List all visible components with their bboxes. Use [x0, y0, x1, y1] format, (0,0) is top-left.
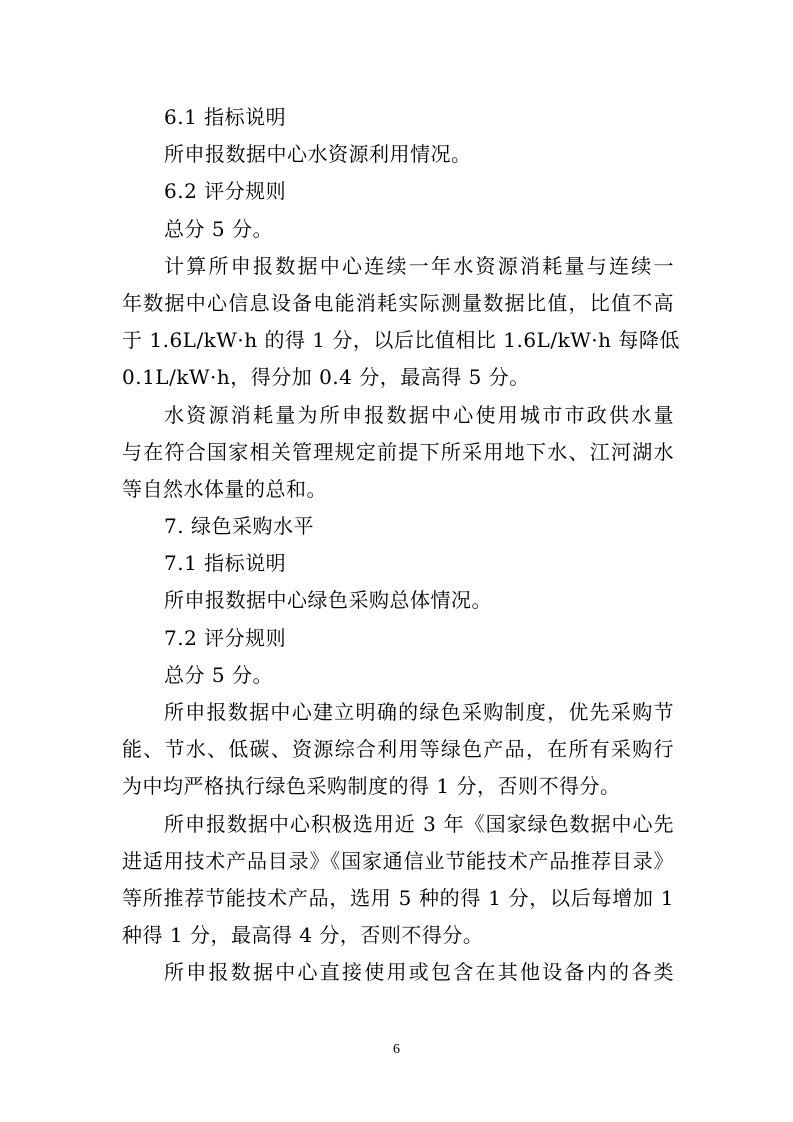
text-line: 于 1.6L/kW·h 的得 1 分，以后比值相比 1.6L/kW·h 每降低: [122, 328, 680, 353]
text-line: 年数据中心信息设备电能消耗实际测量数据比值，比值不高: [122, 290, 674, 315]
text-line: 所申报数据中心直接使用或包含在其他设备内的各类: [164, 960, 674, 985]
text-line: 总分 5 分。: [164, 216, 273, 241]
text-line: 能、节水、低碳、资源综合利用等绿色产品，在所有采购行: [122, 737, 674, 762]
text-line: 种得 1 分，最高得 4 分，否则不得分。: [122, 923, 484, 948]
text-line: 进适用技术产品目录》《国家通信业节能技术产品推荐目录》: [122, 848, 674, 873]
text-line: 与在符合国家相关管理规定前提下所采用地下水、江河湖水: [122, 439, 674, 464]
text-line: 所申报数据中心水资源利用情况。: [164, 142, 472, 167]
text-line: 等自然水体量的总和。: [122, 476, 327, 501]
text-line: 7.1 指标说明: [164, 551, 287, 576]
text-line: 7. 绿色采购水平: [164, 514, 314, 539]
document-body: [122, 99, 680, 992]
text-line: 所申报数据中心积极选用近 3 年《国家绿色数据中心先: [164, 811, 674, 836]
text-line: 计算所申报数据中心连续一年水资源消耗量与连续一: [164, 253, 674, 278]
text-line: 所申报数据中心建立明确的绿色采购制度，优先采购节: [164, 700, 674, 724]
text-line: 7.2 评分规则: [164, 625, 287, 650]
text-line: 6.2 评分规则: [164, 179, 287, 204]
text-line: 所申报数据中心绿色采购总体情况。: [164, 588, 492, 613]
text-line: 总分 5 分。: [164, 662, 273, 687]
text-line: 为中均严格执行绿色采购制度的得 1 分，否则不得分。: [122, 774, 621, 799]
text-line: 等所推荐节能技术产品，选用 5 种的得 1 分，以后每增加 1: [122, 885, 674, 910]
text-line: 水资源消耗量为所申报数据中心使用城市市政供水量: [164, 402, 674, 427]
text-line: 6.1 指标说明: [164, 105, 287, 129]
text-line: 0.1L/kW·h，得分加 0.4 分，最高得 5 分。: [122, 365, 530, 390]
page-number: 6: [393, 1042, 400, 1057]
